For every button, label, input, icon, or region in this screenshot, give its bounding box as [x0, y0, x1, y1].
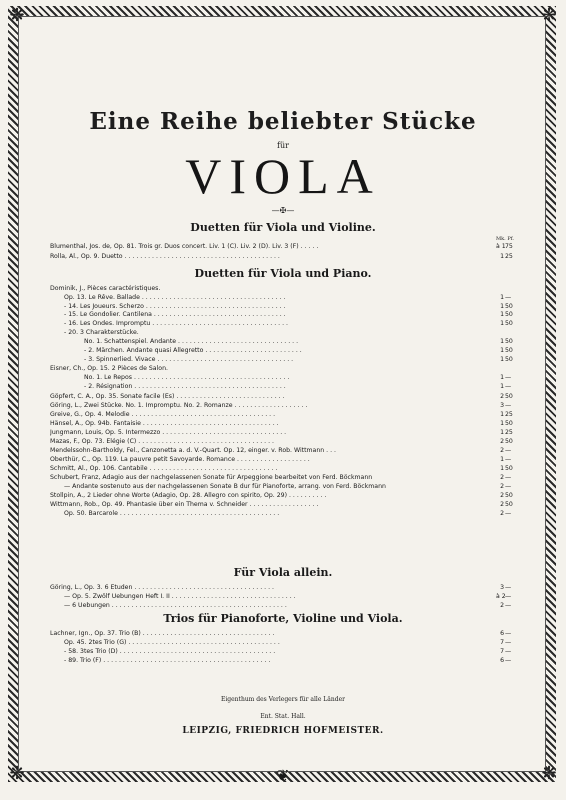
price-mark: 2	[500, 447, 504, 454]
corner-ornament-icon: ❋	[9, 4, 25, 26]
price-pfennig: —	[505, 474, 512, 481]
price-pfennig: 50	[505, 492, 513, 499]
price-pfennig: —	[505, 456, 512, 463]
list-item	[50, 373, 520, 382]
item-title: — Op. 5. Zwölf Uebungen Heft I. II . . . . . . . . . . . . . . . . . . . . . . . . . . . . . . . .	[64, 593, 296, 600]
list-item	[50, 583, 520, 592]
price-mark: 1	[500, 383, 504, 390]
price-mark: 1	[500, 429, 504, 436]
list-item	[50, 346, 520, 355]
item-title: - 3. Spinnerlied. Vivace . . . . . . . . . . . . . . . . . . . . . . . . . . . . . . . . . . .	[84, 356, 294, 363]
title-divider: —✠—	[271, 206, 295, 215]
price-mark: 1	[500, 465, 504, 472]
price-pfennig: 50	[505, 311, 513, 318]
item-title: - 89. Trio (F) . . . . . . . . . . . . . . . . . . . . . . . . . . . . . . . . . . . . . . . . . . .	[64, 657, 271, 664]
list-item	[50, 355, 520, 364]
price-pfennig: —	[505, 402, 512, 409]
price-pfennig: 25	[505, 411, 513, 418]
item-title: - 20. 3 Charakterstücke.	[64, 329, 139, 336]
list-item	[50, 500, 520, 509]
rights-notice: Eigenthum des Verlegers für alle Länder	[220, 696, 345, 703]
list-item	[50, 638, 520, 647]
list-item	[50, 337, 520, 346]
list-item	[50, 242, 520, 251]
price-pfennig: 25	[505, 253, 513, 260]
item-title: Schubert, Franz, Adagio aus der nachgelassenen Sonate für Arpeggione bearbeitet von Ferd. Böckmann	[50, 474, 373, 481]
list-item	[50, 464, 520, 473]
item-title: Stollpin, A., 2 Lieder ohne Worte (Adagio, Op. 28. Allegro con spirito, Op. 29) . . . . . . . . . .	[50, 492, 327, 499]
price-pfennig: 50	[505, 338, 513, 345]
list-item	[50, 428, 520, 437]
price-pfennig: 75	[505, 243, 513, 250]
price-pfennig: —	[505, 657, 512, 664]
price-pfennig: 50	[505, 303, 513, 310]
price-mark: 1	[500, 320, 504, 327]
section-duetten-violine: Duetten für Viola und Violine.	[190, 221, 376, 234]
price-pfennig: —	[505, 630, 512, 637]
list-item	[50, 656, 520, 665]
section-trios: Trios für Pianoforte, Violine und Viola.	[163, 612, 403, 625]
list-item	[50, 364, 520, 373]
price-pfennig: —	[505, 383, 512, 390]
price-mark: à 1	[496, 243, 506, 250]
price-mark: 7	[500, 648, 504, 655]
price-mark: 1	[500, 456, 504, 463]
item-title: No. 1. Le Repos . . . . . . . . . . . . . . . . . . . . . . . . . . . . . . . . . . . . . . . .	[84, 374, 290, 381]
item-title: Op. 45. 2tes Trio (G) . . . . . . . . . . . . . . . . . . . . . . . . . . . . . . . . . . . . . . .	[64, 639, 280, 646]
section-duetten-piano: Duetten für Viola und Piano.	[194, 267, 372, 280]
item-title: Schmitt, Al., Op. 106. Cantabile . . . . . . . . . . . . . . . . . . . . . . . . . . . . . . . . .	[50, 465, 278, 472]
price-pfennig: 50	[505, 501, 513, 508]
page-title: Eine Reihe beliebter Stücke	[89, 108, 477, 135]
list-item	[50, 252, 520, 261]
price-pfennig: 50	[505, 393, 513, 400]
price-mark: 2	[500, 393, 504, 400]
price-pfennig: 25	[505, 429, 513, 436]
list-item	[50, 310, 520, 319]
price-mark: 1	[500, 303, 504, 310]
price-pfennig: —	[505, 510, 512, 517]
list-item	[50, 328, 520, 337]
item-title: Mazas, F., Op. 73. Elégie (C) . . . . . . . . . . . . . . . . . . . . . . . . . . . . . . . . . . .	[50, 438, 275, 445]
price-mark: 2	[500, 602, 504, 609]
item-title: — Andante sostenuto aus der nachgelassenen Sonate B dur für Pianoforte, arrang. von Ferd. Böckmann	[64, 483, 386, 490]
price-mark: 2	[500, 492, 504, 499]
item-title: Hänsel, A., Op. 94b. Fantaisie . . . . . . . . . . . . . . . . . . . . . . . . . . . . . . . . . . .	[50, 420, 279, 427]
item-title: Dominik, J., Pièces caractéristiques.	[50, 285, 161, 292]
price-header: Mk. Pf.	[496, 236, 514, 242]
publisher: LEIPZIG, FRIEDRICH HOFMEISTER.	[182, 726, 384, 736]
item-title: Jungmann, Louis, Op. 5. Intermezzo . . . . . . . . . . . . . . . . . . . . . . . . . . . . . . . .	[50, 429, 287, 436]
section-allein: Für Viola allein.	[233, 566, 333, 579]
price-mark: 1	[500, 338, 504, 345]
price-pfennig: —	[505, 584, 512, 591]
corner-ornament-icon: ❋	[9, 762, 25, 784]
list-item	[50, 592, 520, 601]
item-title: - 58. 3tes Trio (D) . . . . . . . . . . . . . . . . . . . . . . . . . . . . . . . . . . . . . . . .	[64, 648, 276, 655]
list-item	[50, 419, 520, 428]
list-item	[50, 437, 520, 446]
price-mark: 1	[500, 420, 504, 427]
item-title: Göring, L., Op. 3. 6 Etuden . . . . . . . . . . . . . . . . . . . . . . . . . . . . . . . . . . . .	[50, 584, 275, 591]
item-title: Eisner, Ch., Op. 15. 2 Pièces de Salon.	[50, 365, 168, 372]
price-pfennig: —	[505, 602, 512, 609]
price-pfennig: —	[505, 648, 512, 655]
price-pfennig: 50	[505, 356, 513, 363]
price-pfennig: —	[505, 483, 512, 490]
item-title: - 2. Résignation . . . . . . . . . . . . . . . . . . . . . . . . . . . . . . . . . . . . . . .	[84, 383, 286, 390]
item-title: Oberthür, C., Op. 119. La pauvre petit Savoyarde. Romance . . . . . . . . . . . . . . . . . . .	[50, 456, 310, 463]
item-title: Blumenthal, Jos. de, Op. 81. Trois gr. Duos concert. Liv. 1 (C). Liv. 2 (D). Liv. 3 (F) . . . . .	[50, 243, 319, 250]
price-mark: 1	[500, 374, 504, 381]
item-title: - 14. Les Joueurs. Scherzo . . . . . . . . . . . . . . . . . . . . . . . . . . . . . . . . . . . .	[64, 303, 286, 310]
instrument-title: VIOLA	[185, 148, 381, 204]
list-item	[50, 601, 520, 610]
price-mark: 6	[500, 630, 504, 637]
price-mark: 3	[500, 584, 504, 591]
list-item	[50, 629, 520, 638]
item-title: Greive, G., Op. 4. Melodie . . . . . . . . . . . . . . . . . . . . . . . . . . . . . . . . . . . . .	[50, 411, 276, 418]
list-item	[50, 647, 520, 656]
price-pfennig: —	[505, 639, 512, 646]
item-title: Wittmann, Rob., Op. 49. Phantasie über ein Thema v. Schneider . . . . . . . . . . . . . . . . . .	[50, 501, 319, 508]
item-title: Rolla, Al., Op. 9. Duetto . . . . . . . . . . . . . . . . . . . . . . . . . . . . . . . . . . . . . . . .	[50, 253, 280, 260]
item-title: Göpfert, C. A., Op. 35. Sonate facile (Es) . . . . . . . . . . . . . . . . . . . . . . . . . . . .	[50, 393, 285, 400]
list-item	[50, 410, 520, 419]
title-fur: für	[277, 141, 289, 150]
price-pfennig: 50	[505, 347, 513, 354]
list-item	[50, 401, 520, 410]
list-item	[50, 319, 520, 328]
price-pfennig: —	[505, 294, 512, 301]
price-mark: 1	[500, 294, 504, 301]
price-mark: 2	[500, 501, 504, 508]
list-item	[50, 446, 520, 455]
list-item	[50, 392, 520, 401]
list-item	[50, 284, 520, 293]
item-title: Op. 50. Barcarole . . . . . . . . . . . . . . . . . . . . . . . . . . . . . . . . . . . . . . . . .	[64, 510, 280, 517]
price-mark: 2	[500, 474, 504, 481]
item-title: - 2. Märchen. Andante quasi Allegretto . . . . . . . . . . . . . . . . . . . . . . . . .	[84, 347, 302, 354]
price-mark: à 2	[496, 593, 506, 600]
list-item	[50, 491, 520, 500]
item-title: - 16. Les Ondes. Impromptu . . . . . . . . . . . . . . . . . . . . . . . . . . . . . . . . . . .	[64, 320, 288, 327]
price-pfennig: —	[505, 374, 512, 381]
list-item	[50, 382, 520, 391]
price-mark: 2	[500, 483, 504, 490]
list-item	[50, 482, 520, 491]
price-pfennig: 50	[505, 438, 513, 445]
corner-ornament-icon: ❋	[541, 762, 557, 784]
item-title: Lachner, Ign., Op. 37. Trio (B) . . . . . . . . . . . . . . . . . . . . . . . . . . . . . . . . . .	[50, 630, 275, 637]
bottom-ornament-icon: ❦	[276, 765, 290, 785]
item-title: — 6 Uebungen . . . . . . . . . . . . . . . . . . . . . . . . . . . . . . . . . . . . . . . . . . . . .	[64, 602, 287, 609]
price-mark: 1	[500, 347, 504, 354]
item-title: No. 1. Schattenspiel. Andante . . . . . . . . . . . . . . . . . . . . . . . . . . . . . . .	[84, 338, 299, 345]
price-mark: 2	[500, 438, 504, 445]
list-item	[50, 293, 520, 302]
price-mark: 1	[500, 411, 504, 418]
item-title: Mendelssohn-Bartholdy, Fel., Canzonetta a. d. V.-Quart. Op. 12, einger. v. Rob. Wittmann . . .	[50, 447, 336, 454]
list-item	[50, 509, 520, 518]
price-pfennig: 50	[505, 420, 513, 427]
item-title: - 15. Le Gondolier. Cantilena . . . . . . . . . . . . . . . . . . . . . . . . . . . . . . . . . .	[64, 311, 286, 318]
price-mark: 1	[500, 356, 504, 363]
list-item	[50, 473, 520, 482]
hall-notice: Ent. Stat. Hall.	[260, 713, 306, 720]
price-pfennig: 50	[505, 465, 513, 472]
price-mark: 6	[500, 657, 504, 664]
price-pfennig: —	[505, 593, 512, 600]
price-pfennig: —	[505, 447, 512, 454]
list-item	[50, 455, 520, 464]
price-mark: 1	[500, 253, 504, 260]
price-mark: 7	[500, 639, 504, 646]
item-title: Op. 13. Le Rêve. Ballade . . . . . . . . . . . . . . . . . . . . . . . . . . . . . . . . . . . . .	[64, 294, 286, 301]
price-mark: 1	[500, 311, 504, 318]
price-mark: 2	[500, 510, 504, 517]
price-mark: 3	[500, 402, 504, 409]
corner-ornament-icon: ❋	[541, 4, 557, 26]
price-pfennig: 50	[505, 320, 513, 327]
item-title: Göring, L., Zwei Stücke. No. 1. Impromptu. No. 2. Romanze . . . . . . . . . . . . . . . . . . .	[50, 402, 308, 409]
